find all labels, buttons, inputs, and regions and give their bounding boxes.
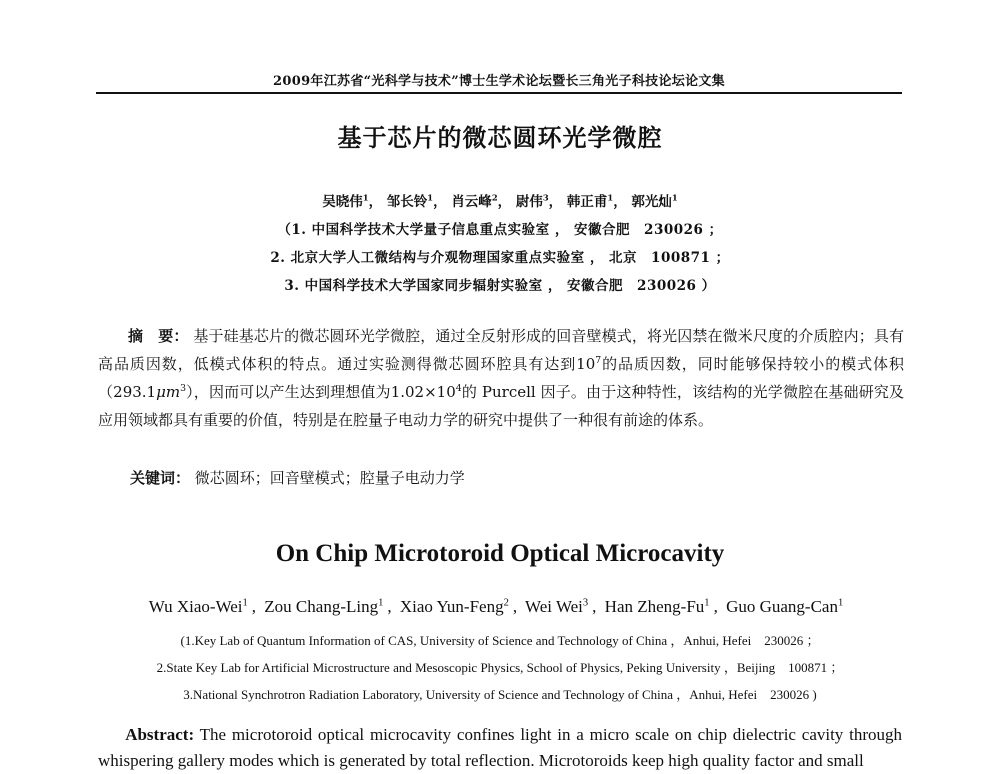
author-name: 尉伟 xyxy=(515,194,543,210)
author-name: Wu Xiao-Wei xyxy=(148,597,243,616)
author-name: Zou Chang-Ling xyxy=(264,597,379,616)
chinese-title: 基于芯片的微芯圆环光学微腔 xyxy=(337,124,663,152)
chinese-affiliation-3: 3. 中国科学技术大学国家同步辐射实验室 ， 安徽合肥 230026 ） xyxy=(284,278,716,294)
chinese-abstract: 摘 要： 基于硅基芯片的微芯圆环光学微腔，通过全反射形成的回音壁模式，将光囚禁在微米尺度的介质腔内；具有高品质因数，低模式体积的特点。通过实验测得微芯圆环腔具有达到$10^7$的品质因数，同时能够保持较小的模式体积$(293.1\mu m^3)$，因而可以产生达到理想值为$1.02\times 10^4$的 Purcell 因子。由于这种特性，该结构的光学微腔在基础研究及应用领域都具有重要的价值，特别是在腔量子电动力学的研究中提供了一种很有前途的体系。 xyxy=(98,327,904,429)
chinese-affiliation-2: 2. 北京大学人工微结构与介观物理国家重点实验室 ， 北京 100871 ； xyxy=(270,250,730,266)
author-name: 邹长铃 xyxy=(386,194,428,210)
english-authors: Wu Xiao-Wei$^1$ , Zou Chang-Ling$^1$ , Xiao Yun-Feng$^2$ , Wei Wei$^3$ , Han Zheng-Fu$^1$ , Guo Guang-Can$^1$ xyxy=(148,597,844,616)
chinese-affiliation-1: （1. 中国科学技术大学量子信息重点实验室 ， 安徽合肥 230026 ； xyxy=(277,222,723,238)
english-abstract: Abstract: The microtoroid optical microcavity confines light in a micro scale on chip dielectric cavity through whispering gallery modes which is generated by total reflection. Microtoroids keep high quality factor and small xyxy=(98,725,902,770)
keywords-label: 关键词： xyxy=(130,469,191,487)
abstract-label: Abstract: xyxy=(125,725,195,744)
author-name: 韩正甫 xyxy=(566,194,608,210)
english-affiliation-1: (1.Key Lab of Quantum Information of CAS, University of Science and Technology of China ，Anhui, Hefei 230026 ； xyxy=(180,633,820,648)
english-affiliation-3: 3.National Synchrotron Radiation Laboratory, University of Science and Technology of China ，Anhui, Hefei 230026 ) xyxy=(183,687,817,702)
author-name: Han Zheng-Fu xyxy=(604,597,705,616)
abstract-label: 摘 要： xyxy=(128,327,189,345)
author-name: 吴晓伟 xyxy=(322,194,363,210)
author-name: Xiao Yun-Feng xyxy=(399,597,504,616)
header-rule xyxy=(96,92,902,94)
chinese-keywords xyxy=(130,464,890,492)
author-name: 肖云峰 xyxy=(451,194,492,210)
english-title: On Chip Microtoroid Optical Microcavity xyxy=(275,540,725,567)
english-affiliation-2: 2.State Key Lab for Artificial Microstructure and Mesoscopic Physics, School of Physics, Peking University ，Beijing 100871 ； xyxy=(156,660,844,675)
author-name: 郭光灿 xyxy=(631,194,672,210)
running-header: 2009年江苏省“光科学与技术”博士生学术论坛暨长三角光子科技论坛论文集 xyxy=(273,74,725,89)
author-name: Guo Guang-Can xyxy=(726,597,838,616)
author-name: Wei Wei xyxy=(525,597,583,616)
chinese-authors: 吴晓伟$^1$， 邹长铃$^1$， 肖云峰$^2$， 尉伟$^3$， 韩正甫$^1$， 郭光灿$^1$ xyxy=(322,192,678,210)
keywords-text: 微芯圆环；回音壁模式；腔量子电动力学 xyxy=(194,469,465,487)
